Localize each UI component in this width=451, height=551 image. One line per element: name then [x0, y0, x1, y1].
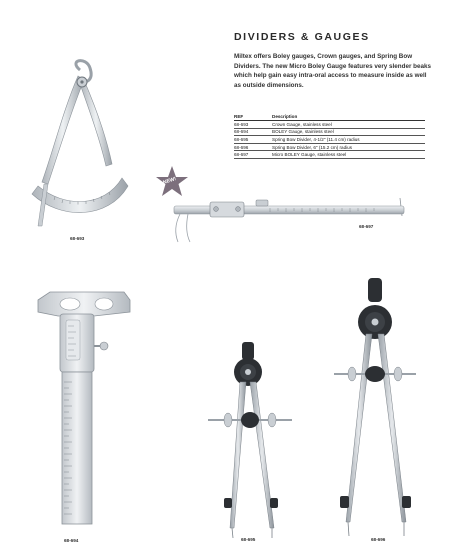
ref-cell: 68-694 [234, 128, 272, 136]
ref-column-header: REF [234, 114, 272, 121]
caption-divider-small: 68-695 [241, 537, 256, 542]
caption-micro-boley: 68-697 [359, 224, 374, 229]
ref-cell: 68-697 [234, 151, 272, 159]
table-row [234, 143, 425, 151]
divider-large-image [320, 278, 430, 538]
table-row [234, 136, 425, 144]
description-cell: Crown Gauge, stainless steel [272, 121, 425, 129]
ref-cell: 68-695 [234, 136, 272, 144]
description-column-header: Description [272, 114, 425, 121]
divider-small-image [200, 342, 300, 538]
table-row [234, 128, 425, 136]
crown-gauge-image [24, 58, 139, 228]
caption-boley: 68-694 [64, 538, 79, 543]
ref-cell: 68-696 [234, 143, 272, 151]
ref-cell: 68-693 [234, 121, 272, 129]
new-badge-label: NEW! [162, 176, 177, 186]
page-title: DIVIDERS & GAUGES [234, 31, 370, 43]
intro-paragraph: Miltex offers Boley gauges, Crown gauges, and Spring Bow Dividers. The new Micro Boley Gauge features very slender beaks which help gain easy intra-oral access to measure inside as well as outside dimensions. [234, 53, 432, 89]
description-cell: Spring Bow Divider, 4-1/2" (11.4 cm) radius [272, 136, 425, 144]
caption-crown-gauge: 68-693 [70, 236, 85, 241]
table-row [234, 151, 425, 159]
reference-table [234, 114, 425, 159]
boley-gauge-image [34, 288, 134, 532]
description-cell: Spring Bow Divider, 6" (15.2 cm) radius [272, 143, 425, 151]
caption-divider-large: 68-696 [371, 537, 386, 542]
micro-boley-gauge-image [170, 196, 425, 246]
description-cell: BOLEY Gauge, stainless steel [272, 128, 425, 136]
table-row [234, 121, 425, 129]
description-cell: Micro BOLEY Gauge, stainless steel [272, 151, 425, 159]
